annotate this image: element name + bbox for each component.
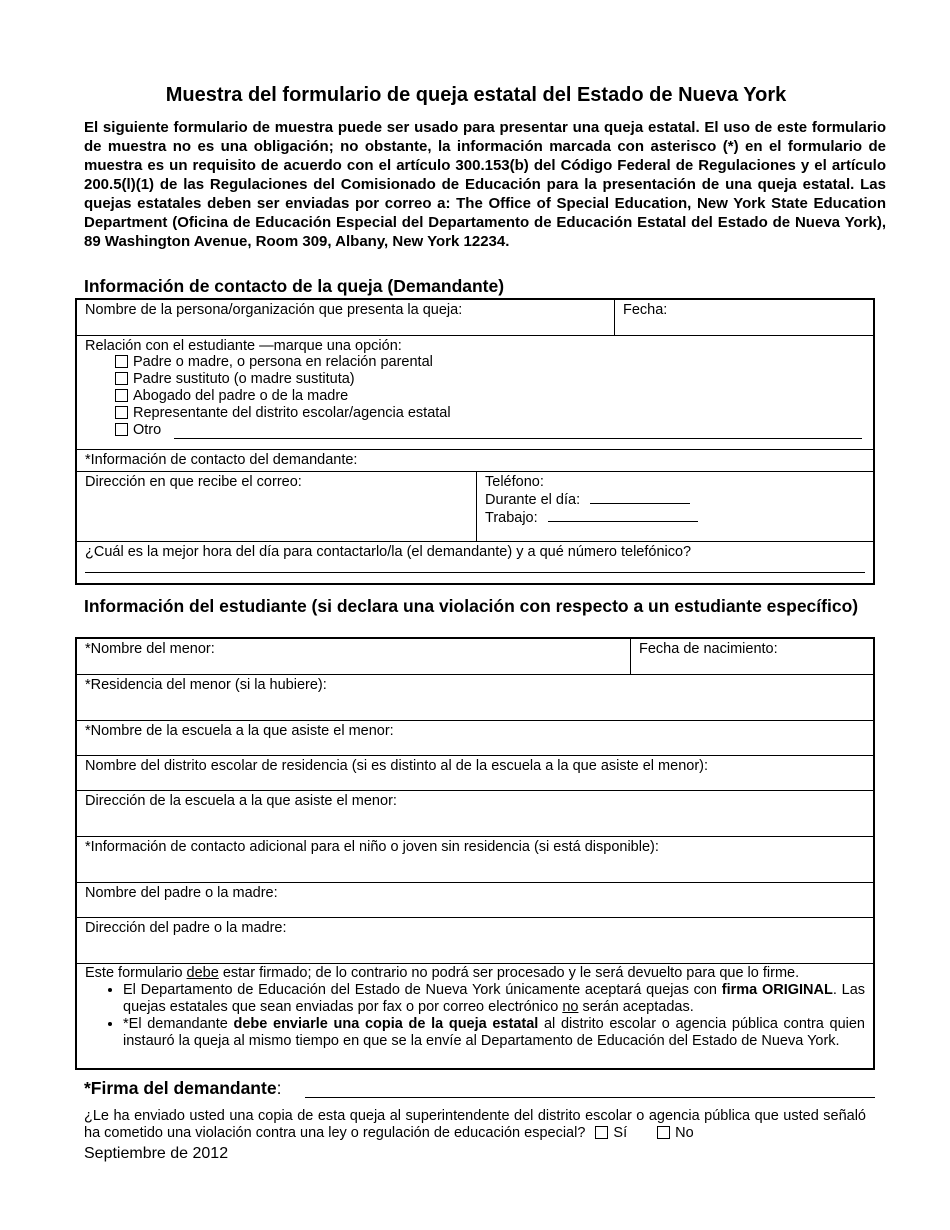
student-heading: Información del estudiante (si declara una violación con respecto a un estudiante específico) [84, 596, 859, 616]
student-name-row [77, 639, 873, 675]
option-parent-label: Padre o madre, o persona en relación parental [133, 354, 433, 370]
student-name-field[interactable] [77, 639, 631, 674]
option-surrogate-label: Padre sustituto (o madre sustituta) [133, 371, 355, 387]
student-box [75, 637, 875, 1070]
notice-row [77, 964, 873, 1070]
dob-field[interactable] [631, 639, 873, 674]
complainant-name-field[interactable] [77, 300, 615, 335]
phone-cell [477, 472, 873, 541]
parent-address-label: Dirección del padre o la madre: [85, 920, 287, 936]
contact-cell [77, 450, 873, 471]
complainant-name-label: Nombre de la persona/organización que presenta la queja: [85, 302, 463, 318]
day-phone-input[interactable] [590, 491, 690, 504]
other-line[interactable] [174, 438, 862, 439]
option-attorney[interactable] [115, 388, 348, 405]
option-other-label: Otro [133, 422, 162, 438]
option-surrogate[interactable] [115, 371, 355, 388]
best-time-cell [77, 542, 873, 583]
residence-row[interactable] [77, 675, 873, 721]
checkbox-icon[interactable] [115, 389, 128, 402]
parent-address-row[interactable] [77, 918, 873, 964]
copy-question-text: ¿Le ha enviado usted una copia de esta queja al superintendente del distrito escolar o agencia pública que usted señaló ha cometido una violación contra una ley o regulación de educación especial? [84, 1108, 866, 1141]
district-row[interactable] [77, 756, 873, 791]
residence-label: *Residencia del menor (si la hubiere): [85, 677, 327, 693]
name-date-row [77, 300, 873, 336]
option-attorney-label: Abogado del padre o de la madre [133, 388, 349, 404]
school-row[interactable] [77, 721, 873, 756]
homeless-contact-label: *Información de contacto adicional para el niño o joven sin residencia (si está disponible): [85, 839, 659, 855]
yes-label: Sí [613, 1125, 628, 1141]
notice-bullet-copy: • *El demandante debe enviarle una copia de la queja estatal al distrito escolar o agencia pública contra quien instauró la queja al mismo tiempo en que se la envíe al Departamento de Educación del Estado de Nueva York. [123, 1016, 865, 1050]
mailing-address-label: Dirección en que recibe el correo: [85, 474, 302, 490]
complaint-date-label: Fecha: [623, 302, 668, 318]
relationship-label: Relación con el estudiante —marque una opción: [85, 338, 402, 354]
contact-label: *Información de contacto del demandante: [85, 452, 358, 468]
complainant-box [75, 298, 875, 585]
work-phone-label: Trabajo: [485, 510, 538, 526]
complaint-date-field[interactable] [615, 300, 873, 335]
school-label: *Nombre de la escuela a la que asiste el menor: [85, 723, 394, 739]
address-phone-row [77, 472, 873, 542]
page-title: Muestra del formulario de queja estatal del Estado de Nueva York [165, 84, 787, 106]
signature-line[interactable] [305, 1097, 875, 1098]
notice-cell [77, 964, 873, 1070]
parent-name-row[interactable] [77, 883, 873, 918]
notice-bullet-original: • El Departamento de Educación del Estado de Nueva York únicamente aceptará quejas con firma ORIGINAL. Las quejas estatales que sean enviadas por fax o por correo electrónico no serán aceptadas. [123, 982, 865, 1016]
option-other[interactable] [115, 422, 161, 439]
homeless-contact-row[interactable] [77, 837, 873, 883]
district-label: Nombre del distrito escolar de residencia (si es distinto al de la escuela a la que asiste el menor): [85, 758, 709, 774]
day-phone-label: Durante el día: [485, 492, 581, 508]
best-time-line[interactable] [85, 572, 865, 573]
checkbox-icon[interactable] [115, 355, 128, 368]
phone-label: Teléfono: [485, 474, 544, 490]
intro-paragraph: El siguiente formulario de muestra puede ser usado para presentar una queja estatal. El uso de este formulario de muestra no es una obligación; no obstante, la información marcada con asterisco (*) en el formulario de muestra es un requisito de acuerdo con el artículo 300.153(b) del Código Federal de Regulaciones y el artículo 200.5(l)(1) de las Regulaciones del Comisionado de Educación para la presentación de una queja estatal. Las quejas estatales deben ser enviadas por correo a: The Office of Special Education, New York State Education Department (Oficina de Educación Especial del Departamento de Educación Estatal del Estado de Nueva York), 89 Washington Avenue, Room 309, Albany, New York 12234. [84, 119, 886, 250]
dob-label: Fecha de nacimiento: [639, 641, 778, 657]
parent-name-label: Nombre del padre o la madre: [85, 885, 278, 901]
student-name-label: *Nombre del menor: [85, 641, 215, 657]
option-district-rep-label: Representante del distrito escolar/agencia estatal [133, 405, 451, 421]
work-phone-input[interactable] [548, 509, 698, 522]
school-address-row[interactable] [77, 791, 873, 837]
complainant-heading: Información de contacto de la queja (Demandante) [84, 276, 505, 296]
notice-bullets [85, 982, 865, 1050]
revision-date: Septiembre de 2012 [84, 1145, 229, 1162]
contact-row [77, 450, 873, 472]
school-address-label: Dirección de la escuela a la que asiste el menor: [85, 793, 397, 809]
checkbox-icon[interactable] [115, 372, 128, 385]
relationship-row [77, 336, 873, 450]
copy-question [84, 1108, 866, 1142]
checkbox-icon[interactable] [115, 406, 128, 419]
yes-checkbox-icon[interactable] [595, 1126, 608, 1139]
best-time-row [77, 542, 873, 583]
signature-label: *Firma del demandante: [84, 1078, 282, 1098]
option-parent[interactable] [115, 354, 433, 371]
no-checkbox-icon[interactable] [657, 1126, 670, 1139]
no-label: No [675, 1125, 694, 1141]
option-district-rep[interactable] [115, 405, 451, 422]
notice-text: Este formulario debe estar firmado; de lo contrario no podrá ser procesado y le será devuelto para que lo firme. [85, 965, 800, 981]
mailing-address-field[interactable] [77, 472, 477, 541]
best-time-label: ¿Cuál es la mejor hora del día para contactarlo/la (el demandante) y a qué número telefónico? [85, 544, 692, 560]
checkbox-icon[interactable] [115, 423, 128, 436]
